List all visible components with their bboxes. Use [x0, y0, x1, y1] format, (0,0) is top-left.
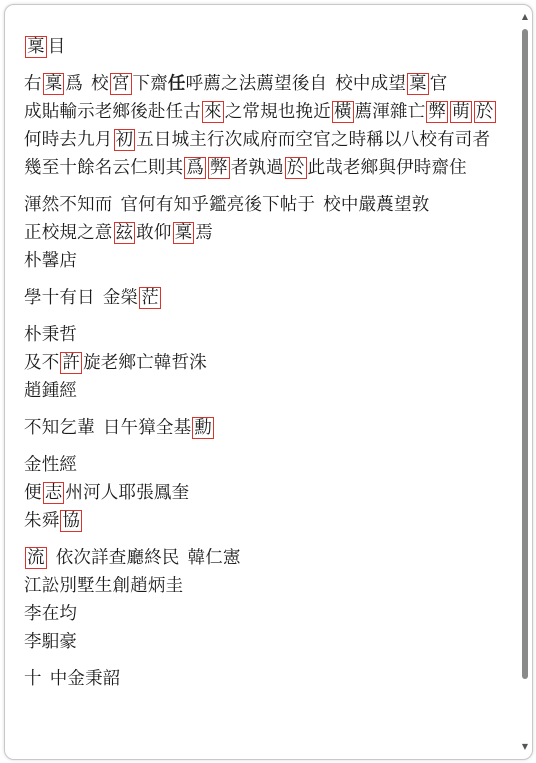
highlighted-char: 流 [27, 548, 45, 568]
text-line [24, 284, 514, 312]
text-run: 幾至十餘名云仁則其 [24, 158, 184, 178]
text-run: 江訟別墅生創趙炳圭 [24, 576, 184, 596]
highlighted-char: 弊 [428, 102, 447, 122]
text-line [24, 479, 514, 507]
text-line [24, 544, 514, 572]
text-run: 任 [167, 74, 186, 94]
text-run: 右 [24, 74, 42, 94]
text-run: 日午獐全基 [102, 418, 192, 438]
scroll-down-arrow-icon[interactable]: ▼ [521, 742, 529, 751]
text-run: 目 [47, 37, 66, 57]
text-run: 趙鍾經 [24, 381, 78, 401]
text-run: 金榮 [102, 288, 139, 308]
text-run: 朱舜 [24, 511, 60, 531]
text-run: 中金秉韶 [49, 669, 121, 689]
text-run: 校 [91, 74, 109, 94]
text-line [24, 507, 514, 535]
text-line [24, 98, 514, 126]
highlighted-char: 玆 [115, 223, 134, 243]
highlighted-char: 橫 [333, 102, 352, 122]
text-line [24, 600, 514, 628]
text-run: 依次詳查廳終民 [55, 548, 180, 568]
text-run: 學十有日 [24, 288, 95, 308]
highlighted-char: 爲 [186, 158, 205, 178]
highlighted-char: 來 [204, 102, 222, 122]
highlighted-char: 萌 [452, 102, 470, 122]
text-run: 金性經 [24, 455, 78, 475]
text-run: 十 [24, 669, 42, 689]
text-line [24, 70, 514, 98]
highlighted-char: 協 [62, 511, 81, 531]
text-run: 朴馨店 [24, 251, 78, 271]
highlighted-char: 許 [62, 353, 81, 373]
text-run: 下齋 [132, 74, 168, 94]
text-run: 官 [429, 74, 448, 94]
text-line [24, 154, 514, 182]
document-viewer [4, 4, 533, 760]
highlighted-char: 於 [286, 158, 305, 178]
text-run: 官何有知乎鑑亮後下帖于 [120, 195, 316, 215]
text-run: 者孰過 [230, 158, 284, 178]
highlighted-char: 宮 [111, 74, 130, 94]
text-run: 此哉老鄉與伊時齋住 [307, 158, 467, 178]
text-line [24, 572, 514, 600]
highlighted-char: 勳 [194, 418, 213, 438]
highlighted-char: 弊 [210, 158, 228, 178]
text-run: 朴秉哲 [24, 325, 78, 345]
text-run: 薦渾雜亡 [354, 102, 426, 122]
text-line [24, 33, 514, 61]
text-run: 敢仰 [136, 223, 172, 243]
text-line [24, 451, 514, 479]
text-line [24, 628, 514, 656]
highlighted-char: 志 [44, 483, 63, 503]
text-run: 之常規也挽近 [224, 102, 331, 122]
text-run: 不知乞輩 [24, 418, 95, 438]
highlighted-char: 稟 [409, 74, 427, 94]
text-line [24, 191, 514, 219]
highlighted-char: 初 [115, 130, 134, 150]
text-line [24, 126, 514, 154]
highlighted-char: 稟 [44, 74, 63, 94]
text-line [24, 247, 514, 275]
text-line [24, 377, 514, 405]
text-run: 校中成望 [335, 74, 407, 94]
document-text [24, 33, 514, 693]
text-run: 及不 [24, 353, 60, 373]
text-run: 何時去九月 [24, 130, 113, 150]
text-run: 五日城主行次咸府而空官之時稱以八校有司者 [136, 130, 491, 150]
text-run: 焉 [195, 223, 214, 243]
scrollbar-thumb[interactable] [522, 29, 528, 679]
text-run: 州河人耶張鳳奎 [65, 483, 190, 503]
text-run: 便 [24, 483, 42, 503]
vertical-scrollbar[interactable] [521, 23, 529, 745]
text-line [24, 414, 514, 442]
text-run: 李馹豪 [24, 632, 78, 652]
highlighted-char: 稟 [174, 223, 193, 243]
text-line [24, 321, 514, 349]
scroll-up-arrow-icon[interactable]: ▲ [521, 12, 529, 21]
text-run: 旋老鄉亡韓哲洙 [83, 353, 208, 373]
text-line [24, 219, 514, 247]
text-run: 爲 [65, 74, 84, 94]
text-run: 李在均 [24, 604, 78, 624]
text-run: 韓仁憲 [187, 548, 241, 568]
text-run: 渾然不知而 [24, 195, 113, 215]
highlighted-char: 稟 [27, 37, 45, 57]
highlighted-char: 於 [475, 102, 494, 122]
text-line [24, 349, 514, 377]
text-line [24, 665, 514, 693]
text-run: 校中嚴蕽望敦 [323, 195, 430, 215]
text-run: 成貼輸示老鄉後赴任古 [24, 102, 201, 122]
text-run: 呼薦之法薦望後自 [185, 74, 328, 94]
highlighted-char: 茫 [141, 288, 159, 308]
text-run: 正校規之意 [24, 223, 113, 243]
